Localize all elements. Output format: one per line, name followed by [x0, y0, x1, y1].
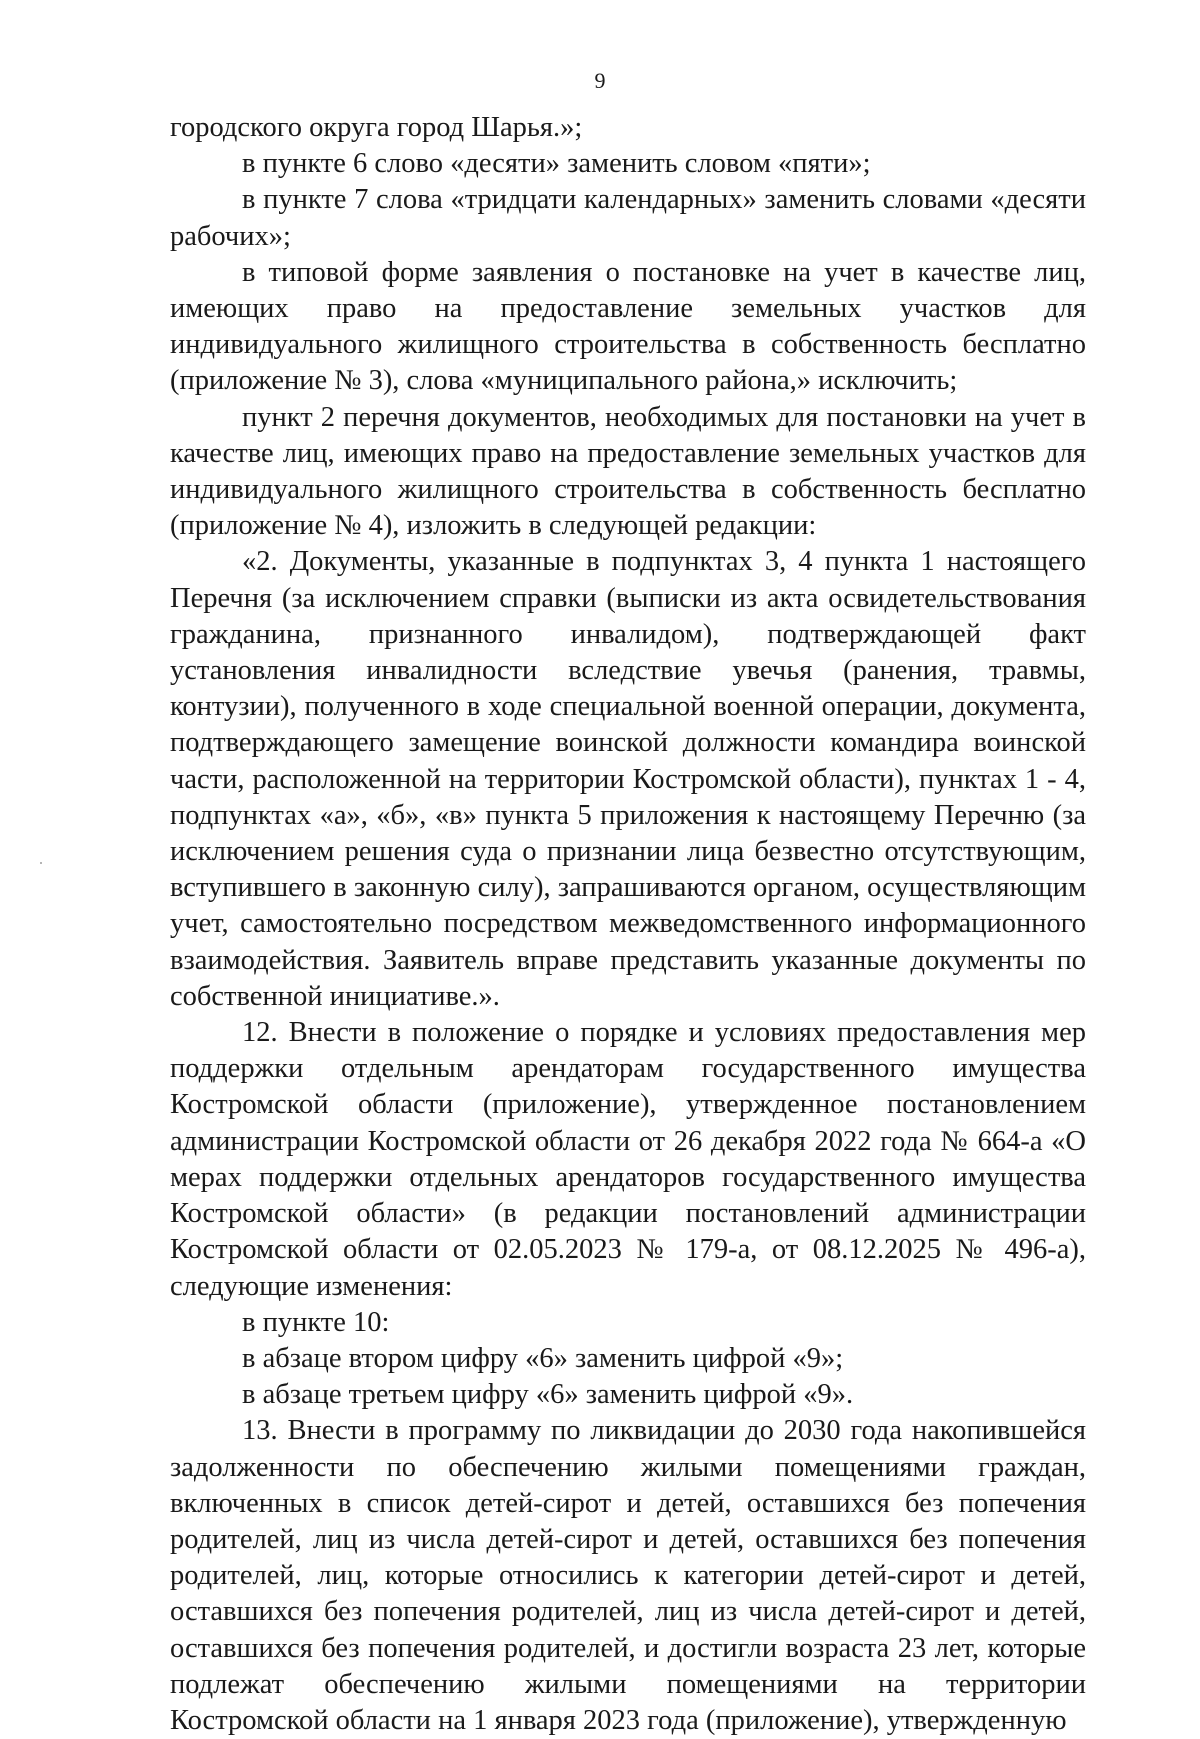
paragraph-item-12: 12. Внести в положение о порядке и условиях предоставления мер поддержки отдельным арендаторам государственного имущества Костромской области (приложение), утвержденное постановлением администрации Костромской области от 26 декабря 2022 года № 664-а «О мерах поддержки отдельных арендаторов государственного имущества Костромской области» (в редакции постановлений администрации Костромской области от 02.05.2023 № 179-а, от 08.12.2025 № 496-а), следующие изменения: [170, 1017, 1086, 1302]
paragraph: в абзаце третьем цифру «6» заменить цифрой «9». [242, 1379, 854, 1411]
page-number: 9 [594, 68, 606, 93]
quoted-paragraph: «2. Документы, указанные в подпунктах 3, 4 пункта 1 настоящего Перечня (за исключением справки (выписки из акта освидетельствования гражданина, признанного инвалидом), подтверждающей факт установления инвалидности вследствие увечья (ранения, травмы, контузии), полученного в ходе специальной военной операции, документа, подтверждающего замещение воинской должности командира воинской части, расположенной на территории Костромской области), пунктах 1 - 4, подпунктах «а», «б», «в» пункта 5 приложения к настоящему Перечню (за исключением решения суда о признании лица безвестно отсутствующим, вступившего в законную силу), запрашиваются органом, осуществляющим учет, самостоятельно посредством межведомственного информационного взаимодействия. Заявитель вправе представить указанные документы по собственной инициативе.». [170, 546, 1086, 1012]
paragraph: в пункте 10: [242, 1306, 390, 1338]
paragraph: в типовой форме заявления о постановке на учет в качестве лиц, имеющих право на предоставление земельных участков для индивидуального жилищного строительства в собственность бесплатно (приложение № 3), слова «муниципального района,» исключить; [170, 256, 1086, 397]
document-body [170, 110, 1086, 1739]
scan-artifact [40, 862, 42, 864]
paragraph: в пункте 7 слова «тридцати календарных» заменить словами «десяти рабочих»; [170, 184, 1086, 252]
paragraph: пункт 2 перечня документов, необходимых для постановки на учет в качестве лиц, имеющих право на предоставление земельных участков для индивидуального жилищного строительства в собственность бесплатно (приложение № 4), изложить в следующей редакции: [170, 401, 1086, 542]
paragraph-item-13: 13. Внести в программу по ликвидации до 2030 года накопившейся задолженности по обеспечению жилыми помещениями граждан, включенных в список детей-сирот и детей, оставшихся без попечения родителей, лиц из числа детей-сирот и детей, оставшихся без попечения родителей, лиц, которые относились к категории детей-сирот и детей, оставшихся без попечения родителей, лиц из числа детей-сирот и детей, оставшихся без попечения родителей, и достигли возраста 23 лет, которые подлежат обеспечению жилыми помещениями на территории Костромской области на 1 января 2023 года (приложение), утвержденную [170, 1415, 1086, 1736]
paragraph: в пункте 6 слово «десяти» заменить словом «пяти»; [242, 148, 871, 180]
paragraph: в абзаце втором цифру «6» заменить цифрой «9»; [242, 1342, 844, 1374]
paragraph: городского округа город Шарья.»; [170, 112, 583, 143]
